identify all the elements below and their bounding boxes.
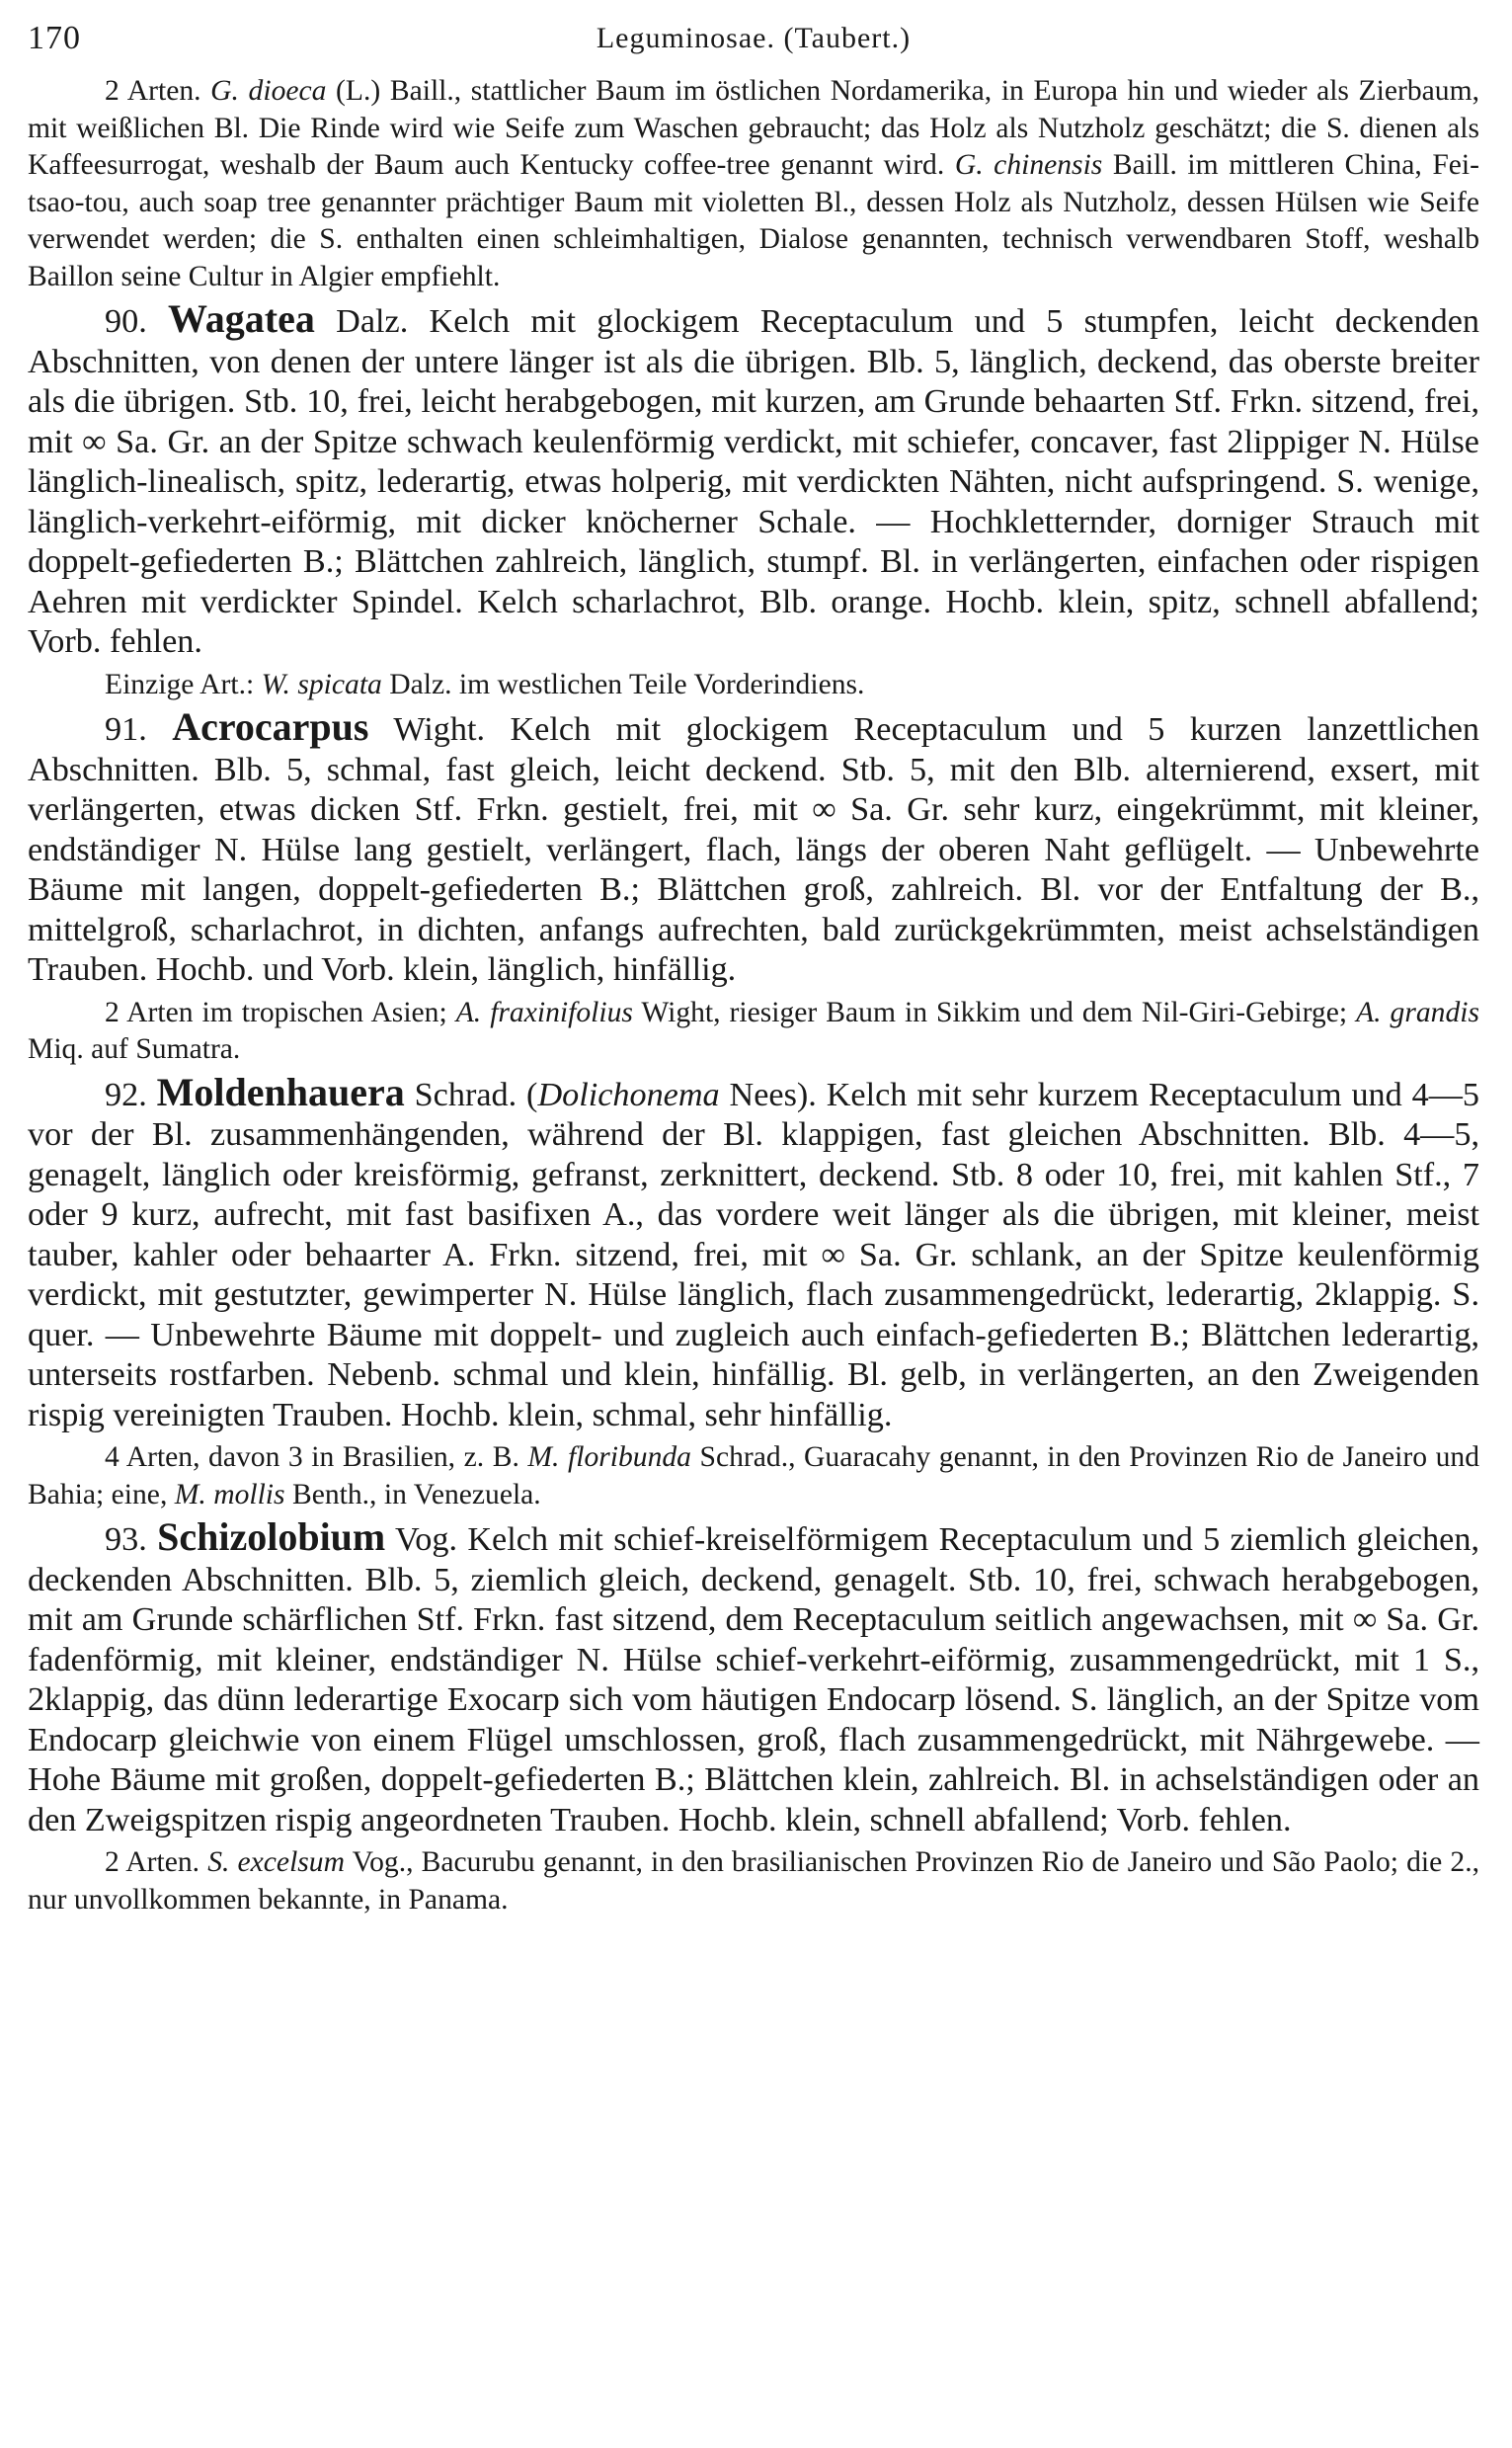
genus-name: Wagatea — [168, 296, 315, 341]
document-page — [28, 18, 1479, 1918]
genus-paragraph — [28, 296, 1480, 663]
text-run: (L.) Baill., stattlicher Baum im östlichen Nordamerika, in Europa hin und wieder als Zierbaum, mit weißlichen Bl. Die Rinde wird wie Seife zum Waschen gebraucht; das Holz als Nutzholz geschätzt; die S. dienen als Kaffeesurrogat, weshalb der Baum auch Kentucky coffee-tree genannt wird. — [28, 75, 1479, 181]
text-run: Schrad., Guaracahy genannt, in den Provinzen Rio de Janeiro und Bahia; eine, — [28, 1441, 1479, 1510]
genus-name: Acrocarpus — [172, 704, 369, 749]
text-run: Vog., Bacurubu genannt, in den brasilianischen Provinzen Rio de Janeiro und São Paolo; die 2., nur unvollkommen bekannte, in Panama. — [28, 1846, 1479, 1916]
page-header — [28, 18, 1479, 69]
text-run: 2 Arten. — [105, 75, 211, 107]
taxon-name: W. spicata — [261, 668, 382, 700]
text-run: Miq. auf Sumatra. — [28, 1033, 241, 1065]
species-note — [28, 667, 1479, 704]
body-text — [28, 73, 1479, 1918]
species-note — [28, 1439, 1479, 1513]
text-run: Einzige Art.: — [105, 668, 262, 700]
species-note — [28, 1844, 1479, 1918]
species-note — [28, 73, 1479, 295]
text-run: Nees). Kelch mit sehr kurzem Receptaculum und 4—5 vor der Bl. zusammenhängenden, während der Bl. klappigen, fast gleichen Abschnitten. Blb. 4—5, genagelt, länglich oder kreisförmig, gefranst, zerknittert, deckend. Stb. 8 oder 10, frei, mit kahlen Stf., 7 oder 9 kurz, aufrecht, mit fast basifixen A., das vordere weit länger als die übrigen, mit kleiner, meist tauber, kahler oder behaarter A. Frkn. sitzend, frei, mit ∞ Sa. Gr. schlank, an der Spitze keulenförmig verdickt, mit gestutzter, gewimperter N. Hülse länglich, flach zusammengedrückt, lederartig, 2klappig. S. quer. — Unbewehrte Bäume mit doppelt- und zugleich auch einfach-gefiederten B.; Blättchen lederartig, unterseits rostfarben. Nebenb. schmal und klein, hinfällig. Bl. gelb, in verlängerten, an den Zweigenden rispig vereinigten Trauben. Hochb. klein, schmal, sehr hinfällig. — [28, 1076, 1479, 1433]
taxon-name: M. mollis — [174, 1478, 285, 1510]
text-run: Baill. im mittleren China, Fei-tsao-tou, auch soap tree genannter prächtiger Baum mit violetten Bl., dessen Holz als Nutzholz, dessen Hülsen wie Seife verwendet werden; die S. enthalten einen schleimhaltigen, Dialose genannten, technisch verwendbaren Stoff, weshalb Baillon seine Cultur in Algier empfiehlt. — [28, 149, 1479, 292]
genus-name: Schizolobium — [157, 1514, 386, 1559]
taxon-name: S. excelsum — [207, 1846, 345, 1878]
genus-paragraph — [28, 1069, 1479, 1436]
genus-paragraph — [28, 704, 1480, 991]
genus-number: 93. — [105, 1521, 158, 1558]
text-run: Wight. Kelch mit glockigem Receptaculum und 5 kurzen lanzettlichen Abschnitten. Blb. 5, schmal, fast gleich, leicht deckend. Stb. 5, mit den Blb. alternierend, exsert, mit verlängerten, etwas dicken Stf. Frkn. gestielt, frei, mit ∞ Sa. Gr. sehr kurz, eingekrümmt, mit kleiner, endständiger N. Hülse lang gestielt, verlängert, flach, längs der oberen Naht geflügelt. — Unbewehrte Bäume mit langen, doppelt-gefiederten B.; Blättchen groß, zahlreich. Bl. vor der Entfaltung der B., mittelgroß, scharlachrot, in dichten, anfangs aufrechten, bald zurückgekrümmten, meist achselständigen Trauben. Hochb. und Vorb. klein, länglich, hinfällig. — [28, 711, 1480, 988]
text-run: 2 Arten. — [105, 1846, 208, 1878]
species-note — [28, 995, 1479, 1069]
text-run: Wight, riesiger Baum in Sikkim und dem Nil-Giri-Gebirge; — [632, 996, 1357, 1028]
taxon-name: M. floribunda — [527, 1441, 691, 1473]
taxon-name: Dolichonema — [537, 1076, 720, 1113]
genus-number: 92. — [105, 1076, 157, 1113]
taxon-name: G. chinensis — [954, 149, 1103, 181]
text-run: Schrad. ( — [404, 1076, 538, 1113]
taxon-name: A. grandis — [1356, 996, 1479, 1028]
genus-paragraph — [28, 1514, 1479, 1840]
taxon-name: A. fraxinifolius — [455, 996, 633, 1028]
text-run: 2 Arten im tropischen Asien; — [105, 996, 456, 1028]
genus-number: 90. — [105, 303, 169, 340]
text-run: Dalz. im westlichen Teile Vorderindiens. — [381, 668, 865, 700]
text-run: Dalz. Kelch mit glockigem Receptaculum und 5 stumpfen, leicht deckenden Abschnitten, von denen der untere länger ist als die übrigen. Blb. 5, länglich, deckend, das oberste breiter als die übrigen. Stb. 10, frei, leicht herabgebogen, mit kurzen, am Grunde behaarten Stf. Frkn. sitzend, frei, mit ∞ Sa. Gr. an der Spitze schwach keulenförmig verdickt, mit schiefer, concaver, fast 2lippiger N. Hülse länglich-linealisch, spitz, lederartig, etwas holperig, mit verdickten Nähten, nicht aufspringend. S. wenige, länglich-verkehrt-eiförmig, mit dicker knöcherner Schale. — Hochkletternder, dorniger Strauch mit doppelt-gefiederten B.; Blättchen zahlreich, länglich, stumpf. Bl. in verlängerten, einfachen oder rispigen Aehren mit verdickter Spindel. Kelch scharlachrot, Blb. orange. Hochb. klein, spitz, schnell abfallend; Vorb. fehlen. — [28, 303, 1480, 660]
text-run: Benth., in Venezuela. — [284, 1478, 541, 1510]
taxon-name: G. dioeca — [210, 75, 327, 107]
text-run: Vog. Kelch mit schief-kreiselförmigem Receptaculum und 5 ziemlich gleichen, deckenden Abschnitten. Blb. 5, ziemlich gleich, deckend, genagelt. Stb. 10, frei, schwach herabgebogen, mit am Grunde schärflichen Stf. Frkn. fast sitzend, dem Receptaculum seitlich angewachsen, mit ∞ Sa. Gr. fadenförmig, mit kleiner, endständiger N. Hülse schief-verkehrt-eiförmig, zusammengedrückt, mit 1 S., 2klappig, das dünn lederartige Exocarp sich vom häutigen Endocarp lösend. S. länglich, an der Spitze vom Endocarp gleichwie von einem Flügel umschlossen, groß, flach zusammengedrückt, mit Nährgewebe. — Hohe Bäume mit großen, doppelt-gefiederten B.; Blättchen klein, zahlreich. Bl. in achselständigen oder an den Zweigspitzen rispig angeordneten Trauben. Hochb. klein, schnell abfallend; Vorb. fehlen. — [28, 1521, 1479, 1838]
text-run: 4 Arten, davon 3 in Brasilien, z. B. — [105, 1441, 528, 1473]
genus-name: Moldenhauera — [156, 1069, 405, 1114]
running-title: Leguminosae. (Taubert.) — [596, 22, 912, 54]
page-number: 170 — [28, 20, 81, 56]
genus-number: 91. — [105, 711, 173, 748]
